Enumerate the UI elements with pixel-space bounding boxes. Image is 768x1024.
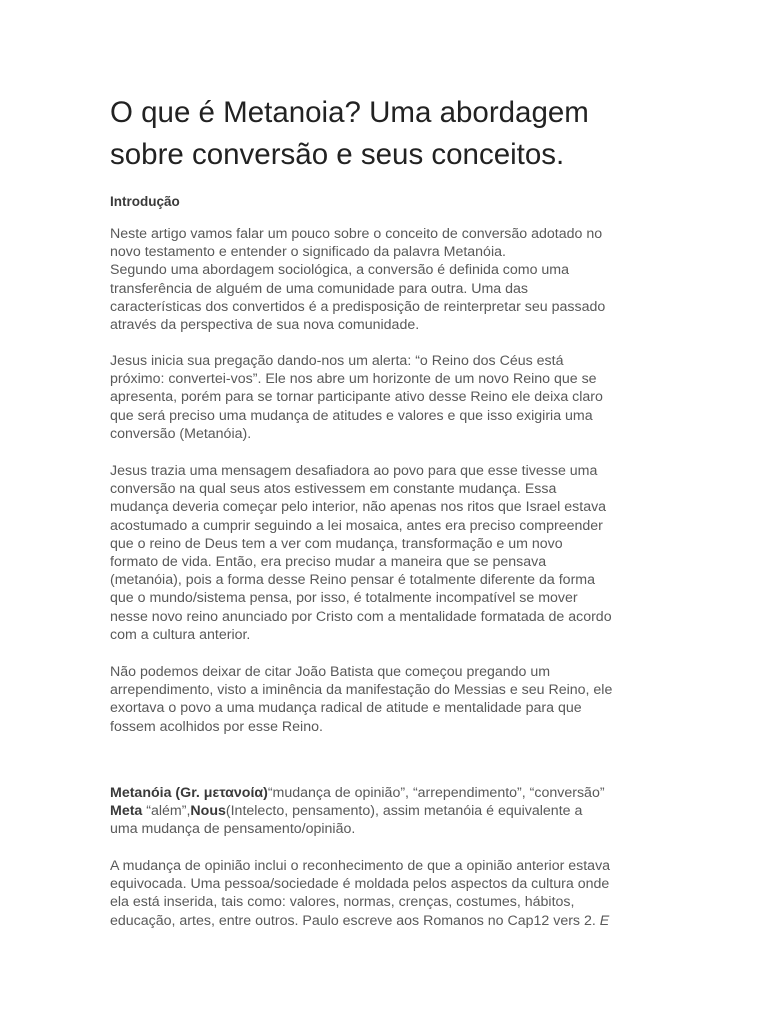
section-heading: Introdução: [110, 194, 180, 209]
text-line: transferência de alguém de uma comunidade para outra. Uma das: [110, 280, 528, 297]
text-line: através da perspectiva de sua nova comunidade.: [110, 317, 420, 334]
definition-line: uma mudança de pensamento/opinião.: [110, 821, 356, 838]
paragraph-opinion-change: [110, 857, 670, 930]
text-fragment: educação, artes, entre outros. Paulo escreve aos Romanos no Cap12 vers 2.: [110, 912, 600, 929]
text-line: acostumado a cumprir seguindo a lei mosaica, antes era preciso compreender: [110, 517, 603, 534]
text-line: Segundo uma abordagem sociológica, a conversão é definida como uma: [110, 262, 570, 279]
text-line: características dos convertidos é a predisposição de reinterpretar seu passado: [110, 298, 606, 315]
title-line: O que é Metanoia? Uma abordagem: [110, 96, 589, 129]
text-line: conversão na qual seus atos estivessem em constante mudança. Essa: [110, 481, 557, 498]
paragraph-jesus-alert: [110, 352, 670, 443]
text-line: exortava o povo a uma mudança radical de atitude e mentalidade para que: [110, 700, 582, 717]
text-line: apresenta, porém para se tornar participante ativo desse Reino ele deixa claro: [110, 389, 603, 406]
page-title: [110, 92, 710, 176]
paragraph-intro: [110, 225, 670, 334]
italic-fragment: E: [599, 912, 610, 929]
paragraph-joao-batista: [110, 663, 670, 736]
paragraph-jesus-message: [110, 462, 670, 644]
text-line: Jesus inicia sua pregação dando-nos um alerta: “o Reino dos Céus está: [110, 353, 564, 369]
text-line: ela está inserida, tais como: valores, normas, crenças, costumes, hábitos,: [110, 894, 575, 911]
text-line: que o reino de Deus tem a ver com mudança, transformação e um novo: [110, 535, 563, 552]
text-line: com a cultura anterior.: [110, 626, 251, 643]
text-line: que será preciso uma mudança de atitudes e valores e que isso exigiria uma: [110, 407, 593, 424]
text-line: [110, 912, 670, 930]
text-line: nesse novo reino anunciado por Cristo com a mentalidade formatada de acordo: [110, 608, 612, 625]
text-line: novo testamento e entender o significado da palavra Metanóia.: [110, 244, 506, 261]
text-line: Não podemos deixar de citar João Batista que começou pregando um: [110, 664, 551, 680]
text-line: próximo: convertei-vos”. Ele nos abre um horizonte de um novo Reino que se: [110, 371, 597, 388]
term-nous: Nous: [190, 803, 226, 820]
text-line: A mudança de opinião inclui o reconhecimento de que a opinião anterior estava: [110, 858, 611, 874]
definition-block: [110, 784, 670, 839]
definition-line: [110, 802, 670, 820]
term-meta: Meta: [110, 803, 143, 820]
meta-meaning: “além”,: [142, 803, 191, 820]
text-line: Neste artigo vamos falar um pouco sobre o conceito de conversão adotado no: [110, 226, 603, 242]
text-line: conversão (Metanóia).: [110, 425, 252, 442]
term-metanoia: Metanóia (Gr. μετανοία): [110, 785, 268, 801]
nous-meaning: (Intelecto, pensamento), assim metanóia é equivalente a: [225, 803, 583, 820]
text-line: mudança deveria começar pelo interior, não apenas nos ritos que Israel estava: [110, 499, 607, 516]
title-line: sobre conversão e seus conceitos.: [110, 138, 565, 171]
text-line: fossem acolhidos por esse Reino.: [110, 718, 323, 735]
text-line: que o mundo/sistema pensa, por isso, é totalmente incompatível se mover: [110, 590, 578, 607]
text-line: Jesus trazia uma mensagem desafiadora ao povo para que esse tivesse uma: [110, 463, 598, 479]
text-line: equivocada. Uma pessoa/sociedade é moldada pelos aspectos da cultura onde: [110, 876, 610, 893]
text-line: (metanóia), pois a forma desse Reino pensar é totalmente diferente da forma: [110, 572, 596, 589]
text-line: arrependimento, visto a iminência da manifestação do Messias e seu Reino, ele: [110, 682, 613, 699]
definition-line: [110, 784, 670, 802]
text-line: formato de vida. Então, era preciso mudar a maneira que se pensava: [110, 554, 547, 571]
definition-meanings: “mudança de opinião”, “arrependimento”, “conversão”: [267, 785, 605, 801]
